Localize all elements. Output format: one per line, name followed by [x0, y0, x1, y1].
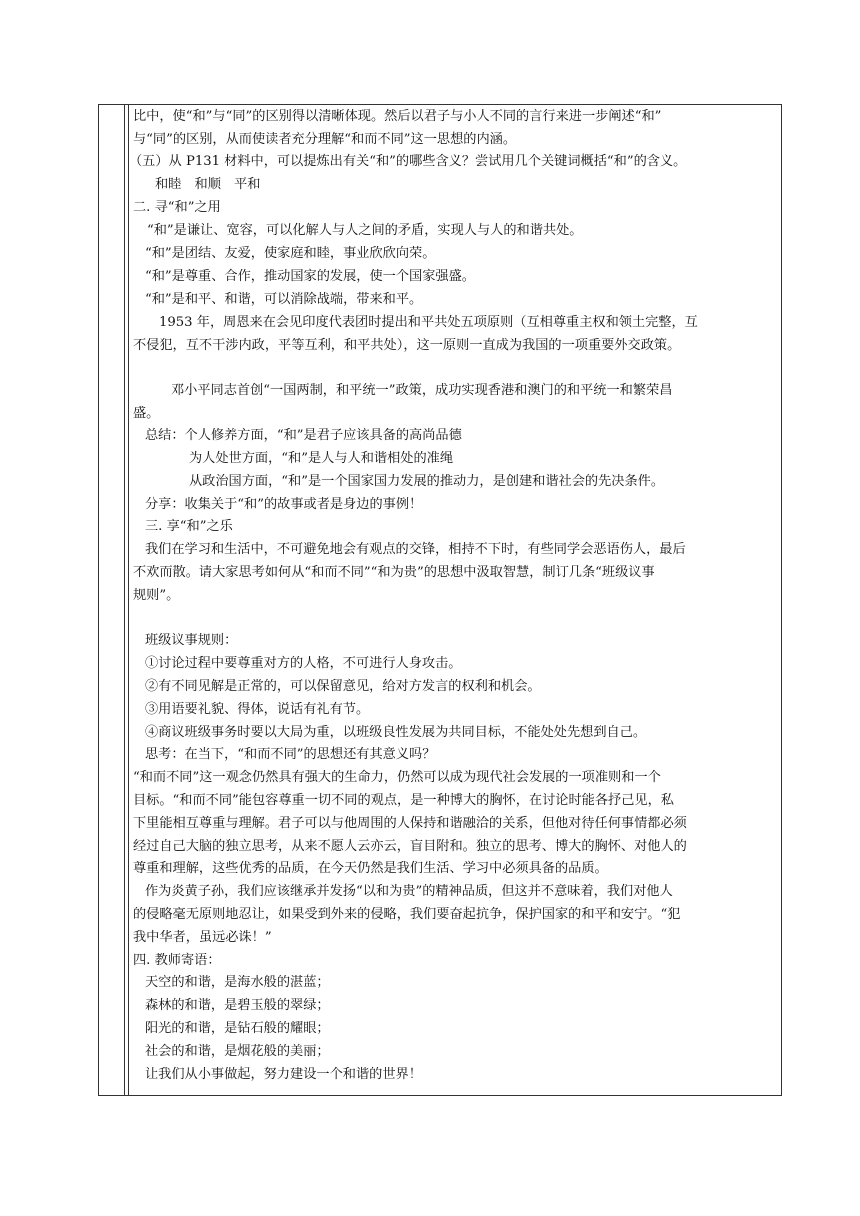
rule-item: ④商议班级事务时要以大局为重，以班级良性发展为共同目标，不能处处先想到自己。 [145, 725, 647, 740]
text-line: 1953 年，周恩来在会见印度代表团时提出和平共处五项原则（互相尊重主权和领土完整，互 [159, 315, 698, 330]
message-line: 让我们从小事做起，努力建设一个和谐的世界！ [145, 1067, 422, 1082]
summary-line: 为人处世方面，“和”是人与人和谐相处的准绳 [189, 451, 454, 466]
keywords-line: 和睦 和顺 平和 [155, 177, 261, 192]
text-line: “和”是团结、友爱，使家庭和睦，事业欣欣向荣。 [145, 246, 436, 261]
message-line: 社会的和谐，是烟花般的美丽； [145, 1044, 330, 1059]
text-line: 比中，使“和”与“同”的区别得以清晰体现。然后以君子与小人不同的言行来进一步阐述“和” [133, 109, 662, 124]
text-line: “和”是尊重、合作，推动国家的发展，使一个国家强盛。 [145, 269, 475, 284]
text-line: 分享：收集关于“和”的故事或者是身边的事例！ [145, 497, 423, 512]
summary-line: 总结：个人修养方面，“和”是君子应该具备的高尚品德 [145, 428, 462, 443]
section-heading: 四. 教师寄语： [133, 953, 221, 968]
column-divider [128, 105, 129, 1095]
text-line: 尊重和理解，这些优秀的品质，在今天仍然是我们生活、学习中必须具备的品质。 [133, 861, 608, 876]
text-line: “和”是和平、和谐，可以消除战端，带来和平。 [145, 292, 423, 307]
message-line: 森林的和谐，是碧玉般的翠绿； [145, 998, 330, 1013]
section-heading: 二. 寻“和”之用 [133, 200, 221, 215]
lesson-table [98, 104, 782, 1096]
rule-item: ③用语要礼貌、得体，说话有礼有节。 [145, 702, 370, 717]
text-line: “和”是谦让、宽容，可以化解人与人之间的矛盾，实现人与人的和谐共处。 [147, 223, 583, 238]
text-line: 思考：在当下，“和而不同”的思想还有其意义吗？ [145, 747, 436, 762]
message-line: 天空的和谐，是海水般的湛蓝； [145, 975, 330, 990]
text-line: 我们在学习和生活中，不可避免地会有观点的交锋，相持不下时，有些同学会恶语伤人，最后 [145, 542, 686, 557]
text-line: 规则”。 [133, 588, 180, 603]
text-line: 作为炎黄子孙，我们应该继承并发扬“以和为贵”的精神品质，但这并不意味着，我们对他人 [145, 884, 673, 899]
text-line: 的侵略毫无原则地忍让，如果受到外来的侵略，我们要奋起抗争，保护国家的和平和安宁。“犯 [133, 907, 681, 922]
column-divider [124, 105, 125, 1095]
text-line: 下里能相互尊重与理解。君子可以与他周围的人保持和谐融洽的关系，但他对待任何事情都必须 [133, 816, 687, 831]
rule-item: ②有不同见解是正常的，可以保留意见，给对方发言的权利和机会。 [145, 679, 541, 694]
text-line: 邓小平同志首创“一国两制，和平统一”政策，成功实现香港和澳门的和平统一和繁荣昌 [171, 383, 673, 398]
text-line: 目标。“和而不同”能包容尊重一切不同的观点，是一种博大的胸怀，在讨论时能各抒己见，私 [133, 793, 674, 808]
section-heading: 三. 享“和”之乐 [145, 519, 233, 534]
rules-heading: 班级议事规则： [145, 633, 238, 648]
text-line: 盛。 [133, 406, 160, 421]
text-line: 与“同”的区别，从而使读者充分理解“和而不同”这一思想的内涵。 [133, 132, 517, 147]
text-line: 经过自己大脑的独立思考，从来不愿人云亦云，盲目附和。独立的思考、博大的胸怀、对他人的 [133, 839, 687, 854]
message-line: 阳光的和谐，是钻石般的耀眼； [145, 1021, 330, 1036]
rule-item: ①讨论过程中要尊重对方的人格，不可进行人身攻击。 [145, 656, 462, 671]
text-line: 不侵犯，互不干涉内政，平等互利，和平共处），这一原则一直成为我国的一项重要外交政策。 [133, 338, 681, 353]
text-line: （五）从 P131 材料中，可以提炼出有关“和”的哪些含义？尝试用几个关键词概括“和”的含义。 [129, 154, 687, 169]
summary-line: 从政治国方面，“和”是一个国家国力发展的推动力，是创建和谐社会的先决条件。 [189, 474, 665, 489]
text-line: 我中华者，虽远必诛！” [133, 930, 272, 945]
text-line: 不欢而散。请大家思考如何从“和而不同”“和为贵”的思想中汲取智慧，制订几条“班级议事 [133, 565, 655, 580]
text-line: “和而不同”这一观念仍然具有强大的生命力，仍然可以成为现代社会发展的一项准则和一个 [133, 770, 661, 785]
